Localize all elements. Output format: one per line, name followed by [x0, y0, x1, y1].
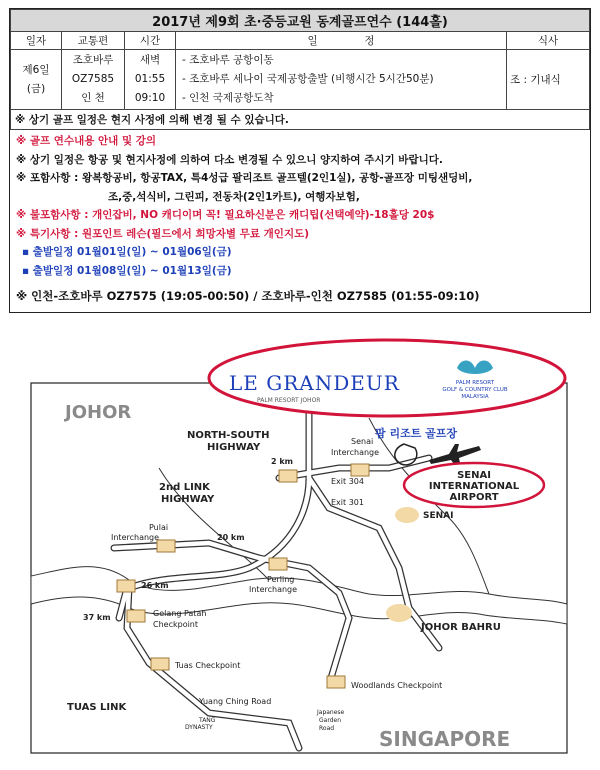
gelang-label: Gelang Patah: [153, 609, 207, 618]
note-exclude: ※ 불포함사항 : 개인잡비, NO 캐디이며 꼭! 필요하신분은 캐디팁(선택예약)-18홀당 20$: [16, 209, 435, 221]
airport-label: INTERNATIONAL: [428, 481, 520, 492]
time-line: 09:10: [134, 92, 166, 104]
tang-label: DYNASTY: [185, 724, 213, 731]
brand-subtitle: PALM RESORT JOHOR: [257, 397, 321, 404]
pulai-label: Interchange: [111, 533, 160, 542]
departure-1: ▪ 출발일정 01월01일(일) ~ 01월06일(금): [22, 246, 232, 258]
distance-37km: 37 km: [83, 613, 111, 622]
marker-tuas: [151, 658, 169, 670]
note-special: ※ 특기사항 : 원포인트 레슨(필드에서 희망자별 무료 개인지도): [16, 227, 310, 240]
logo-text: MALAYSIA: [461, 394, 489, 400]
header-date: 일자: [11, 32, 62, 50]
header-transport: 교통편: [62, 32, 125, 50]
region-singapore: SINGAPORE: [379, 727, 511, 751]
johor-bahru-label: JOHOR BAHRU: [421, 622, 501, 633]
marker-gelang: [127, 610, 145, 622]
marker-26km: [117, 580, 135, 592]
airport-label: SENAI: [457, 470, 491, 481]
brand-title: LE GRANDEUR: [229, 371, 400, 395]
departure-2: ▪ 출발일정 01월08일(일) ~ 01월13일(금): [22, 264, 232, 277]
logo-text: GOLF & COUNTRY CLUB: [442, 387, 508, 393]
time-line: 새벽: [139, 54, 161, 66]
senai-label: SENAI: [423, 511, 454, 521]
tuas-link-label: TUAS LINK: [67, 702, 127, 713]
woodlands-label: Woodlands Checkpoint: [351, 681, 443, 690]
nsh-label: NORTH-SOUTH: [187, 430, 270, 441]
note-include: ※ 포함사항 : 왕복항공비, 항공TAX, 특4성급 팔리조트 골프텔(2인1실), 공항-골프장 미팅샌딩비,: [16, 172, 473, 184]
transport-line: 조호바루: [72, 54, 114, 66]
transport-line: OZ7585: [71, 73, 115, 85]
marker-pulai: [157, 540, 175, 552]
schedule-note: ※ 상기 골프 일정은 현지 사정에 의해 변경 될 수 있습니다.: [11, 110, 590, 130]
nsh-label: HIGHWAY: [207, 442, 261, 453]
schedule-sheet: [9, 8, 591, 313]
itinerary-cell: [176, 50, 507, 110]
pulai-label: Pulai: [149, 523, 169, 532]
golf-resort-label: 팜 리조트 골프장: [375, 427, 458, 440]
gelang-label: Checkpoint: [153, 620, 199, 629]
logo-text: PALM RESORT: [455, 380, 495, 386]
region-johor: JOHOR: [65, 402, 132, 423]
itinerary-item: - 인천 국제공항도착: [182, 92, 274, 104]
tang-label: TANG: [199, 717, 216, 724]
exit-304-label: Exit 304: [331, 477, 364, 486]
perling-label: Interchange: [249, 585, 298, 594]
japanese-label: Japanese: [317, 709, 345, 716]
marker-2km: [279, 470, 297, 482]
exit-301-label: Exit 301: [331, 498, 364, 507]
transport-line: 인 천: [81, 92, 105, 104]
marker-woodlands: [327, 676, 345, 688]
header-meal: 식사: [507, 32, 590, 50]
flight-info: ※ 인천-조호바루 OZ7575 (19:05-00:50) / 조호바루-인천 OZ7585 (01:55-09:10): [16, 289, 480, 303]
distance-26km: 26 km: [141, 581, 169, 590]
senai-interchange-label: Senai: [351, 437, 374, 446]
transport-cell: [62, 50, 125, 110]
distance-2km: 2 km: [271, 457, 294, 466]
schedule-table: [10, 9, 590, 130]
senai-town-marker: [395, 507, 419, 523]
schedule-title: 2017년 제9회 초·중등교원 동계골프연수 (144홀): [11, 10, 590, 32]
day-cell: [11, 50, 62, 110]
japanese-label: Road: [319, 725, 335, 732]
japanese-label: Garden: [319, 717, 341, 724]
marker-perling: [269, 558, 287, 570]
second-link-label: 2nd LINK: [159, 482, 210, 493]
time-cell: [125, 50, 176, 110]
meal-cell: 조 : 기내식: [507, 50, 590, 110]
note-change: ※ 상기 일정은 항공 및 현지사정에 의하여 다소 변경될 수 있으니 양지하여 주시기 바랍니다.: [16, 153, 443, 166]
second-link-label: HIGHWAY: [161, 494, 215, 505]
day-weekday: (금): [26, 82, 46, 95]
location-map: [9, 318, 591, 763]
airport-label: AIRPORT: [449, 492, 499, 503]
itinerary-item: - 조호바루 세나이 국제공항출발 (비행시간 5시간50분): [182, 73, 434, 85]
note-lecture: ※ 골프 연수내용 안내 및 강의: [16, 135, 157, 147]
distance-20km: 20 km: [217, 533, 245, 542]
senai-interchange-label: Interchange: [331, 448, 380, 457]
header-itinerary: 일 정: [176, 32, 507, 50]
time-line: 01:55: [134, 73, 166, 85]
day-number: 제6일: [22, 63, 50, 76]
tuas-checkpoint-label: Tuas Checkpoint: [175, 661, 241, 670]
johor-bahru-marker: [386, 604, 412, 622]
note-include-cont: 조,중,석식비, 그린피, 전동차(2인1카트), 여행자보험,: [108, 190, 360, 203]
header-time: 시간: [125, 32, 176, 50]
perling-label: Perling: [267, 575, 295, 584]
notes-section: [10, 130, 590, 306]
marker-senai-interchange: [351, 464, 369, 476]
yuang-label: Yuang Ching Road: [199, 697, 272, 706]
itinerary-item: - 조호바루 공항이동: [182, 54, 274, 66]
